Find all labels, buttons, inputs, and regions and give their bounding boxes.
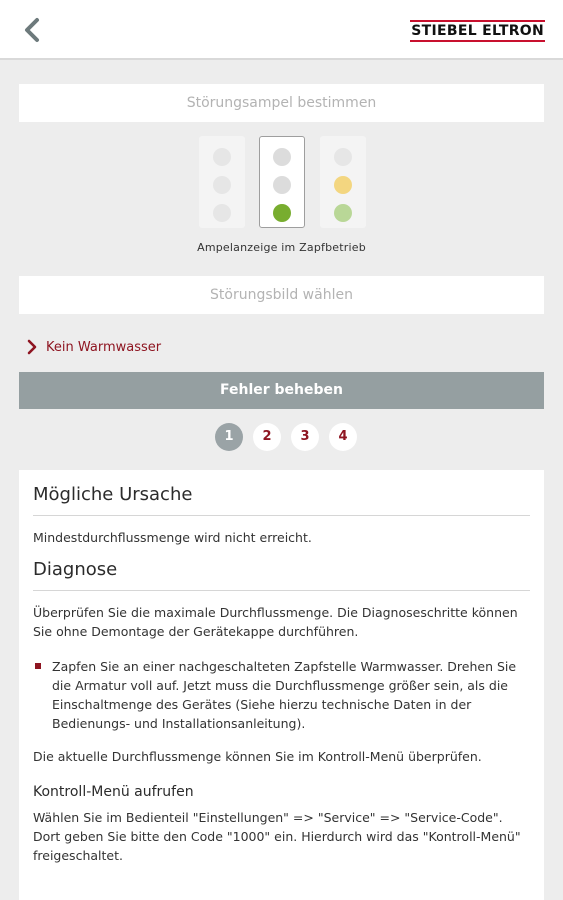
- logo-bar-top: [410, 20, 545, 22]
- logo-bar-bottom: [410, 40, 545, 42]
- lamp-top: [334, 148, 352, 166]
- traffic-light-caption: Ampelanzeige im Zapfbetrieb: [197, 241, 366, 254]
- bullet-text: Zapfen Sie an einer nachgeschalteten Zapfstelle Warmwasser. Drehen Sie die Armatur voll auf. Jetzt muss die Durchflussmenge größer sein, als die Einschaltmenge des Gerätes (Siehe hierzu technische Daten in der Bedienungs- und Installationsanleitung).: [52, 659, 517, 731]
- chevron-left-icon: [18, 14, 48, 46]
- traffic-light-option-3[interactable]: [320, 136, 366, 228]
- step-3-button[interactable]: 3: [291, 423, 319, 451]
- traffic-light-option-2[interactable]: [259, 136, 305, 228]
- diagnosis-heading: Diagnose: [33, 559, 118, 580]
- top-bar: [0, 0, 563, 60]
- divider: [33, 515, 530, 516]
- control-menu-text: Wählen Sie im Bedienteil "Einstellungen" => "Service" => "Service-Code". Dort geben Sie bitte den Code "1000" ein. Hierdurch wird das "Kontroll-Menü" freigeschaltet.: [33, 810, 521, 863]
- lamp-bottom: [334, 204, 352, 222]
- step-2-button[interactable]: 2: [253, 423, 281, 451]
- cause-text: Mindestdurchflussmenge wird nicht erreicht.: [33, 530, 312, 545]
- step-1-button[interactable]: 1: [215, 423, 243, 451]
- lamp-middle: [334, 176, 352, 194]
- divider: [33, 590, 530, 591]
- cause-heading: Mögliche Ursache: [33, 484, 193, 505]
- lamp-middle: [273, 176, 291, 194]
- bullet-item: [33, 657, 530, 733]
- diagnosis-text: Überprüfen Sie die maximale Durchflussmenge. Die Diagnoseschritte können Sie ohne Demontage der Gerätekappe durchführen.: [33, 605, 518, 639]
- fault-option-label: Kein Warmwasser: [46, 339, 162, 355]
- bullet-marker: [35, 663, 41, 669]
- brand-logo: [410, 20, 545, 42]
- fault-option-kein-warmwasser[interactable]: [26, 337, 161, 357]
- lamp-middle: [213, 176, 231, 194]
- traffic-light-selector-title: Störungsampel bestimmen: [19, 84, 544, 122]
- step-indicator: [215, 423, 357, 451]
- step-content-card: [19, 470, 544, 900]
- logo-text: STIEBEL ELTRON: [411, 23, 544, 39]
- chevron-right-icon: [26, 339, 38, 355]
- control-menu-heading: Kontroll-Menü aufrufen: [33, 784, 194, 800]
- fix-section-header: Fehler beheben: [19, 372, 544, 409]
- back-button[interactable]: [18, 14, 48, 46]
- lamp-bottom: [273, 204, 291, 222]
- traffic-light-option-1[interactable]: [199, 136, 245, 228]
- step-4-button[interactable]: 4: [329, 423, 357, 451]
- lamp-top: [273, 148, 291, 166]
- lamp-bottom: [213, 204, 231, 222]
- flow-text: Die aktuelle Durchflussmenge können Sie im Kontroll-Menü überprüfen.: [33, 749, 482, 764]
- fault-picture-title: Störungsbild wählen: [19, 276, 544, 314]
- lamp-top: [213, 148, 231, 166]
